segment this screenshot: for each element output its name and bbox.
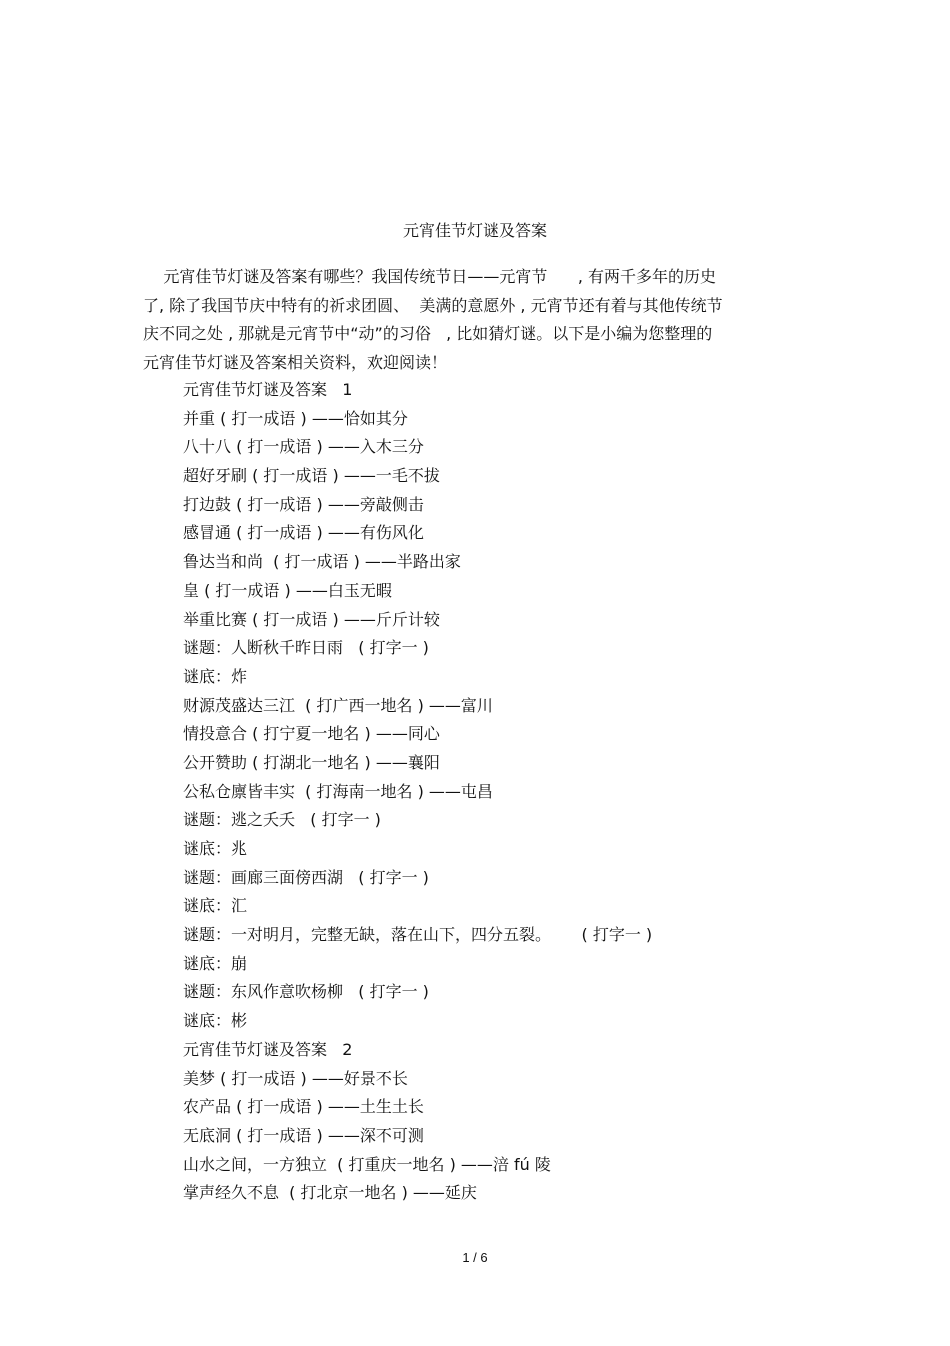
riddle-item: 掌声经久不息 ( 打北京一地名 ) ——延庆 (183, 1183, 477, 1203)
riddle-item: 超好牙刷 ( 打一成语 ) ——一毛不拔 (183, 466, 440, 486)
riddle-item: 山水之间，一方独立 ( 打重庆一地名 ) ——涪 fú 陵 (183, 1154, 551, 1174)
riddle-answer: 谜底：崩 (183, 953, 248, 973)
riddle-list (183, 376, 803, 1208)
riddle-item: 情投意合 ( 打宁夏一地名 ) ——同心 (183, 724, 440, 744)
riddle-question: 谜题：人断秋千昨日雨 ( 打字一 ) (183, 638, 429, 658)
intro-line: 元宵佳节灯谜及答案有哪些？我国传统节日——元宵节 , 有两千多年的历史 (143, 267, 717, 286)
riddle-item: 美梦 ( 打一成语 ) ——好景不长 (183, 1068, 408, 1088)
riddle-item: 财源茂盛达三江 ( 打广西一地名 ) ——富川 (183, 695, 493, 715)
section-heading: 元宵佳节灯谜及答案 2 (183, 1039, 353, 1059)
riddle-item: 无底洞 ( 打一成语 ) ——深不可测 (183, 1125, 424, 1145)
intro-line: 元宵佳节灯谜及答案相关资料，欢迎阅读！ (143, 352, 448, 372)
riddle-item: 农产品 ( 打一成语 ) ——土生土长 (183, 1097, 424, 1117)
riddle-answer: 谜底：炸 (183, 666, 248, 686)
riddle-item: 鲁达当和尚 ( 打一成语 ) ——半路出家 (183, 552, 461, 572)
page-number: 1 / 6 (462, 1250, 488, 1265)
riddle-item: 公私仓廪皆丰实 ( 打海南一地名 ) ——屯昌 (183, 781, 493, 801)
intro-paragraph (143, 263, 809, 377)
riddle-answer: 谜底：兆 (183, 839, 248, 858)
riddle-answer: 谜底：彬 (183, 1011, 248, 1031)
document-title: 元宵佳节灯谜及答案 (402, 221, 547, 240)
riddle-item: 并重 ( 打一成语 ) ——恰如其分 (183, 408, 408, 428)
riddle-item: 八十八 ( 打一成语 ) ——入木三分 (183, 437, 424, 457)
riddle-question: 谜题：画廊三面傍西湖 ( 打字一 ) (183, 867, 429, 887)
section-heading: 元宵佳节灯谜及答案 1 (183, 380, 353, 399)
intro-line: 了, 除了我国节庆中特有的祈求团圆、 美满的意愿外 , 元宵节还有着与其他传统节 (143, 295, 723, 315)
riddle-item: 皇 ( 打一成语 ) ——白玉无暇 (183, 580, 392, 600)
riddle-item: 举重比赛 ( 打一成语 ) ——斤斤计较 (183, 609, 440, 629)
riddle-question: 谜题：一对明月，完整无缺，落在山下，四分五裂。 ( 打字一 ) (183, 925, 653, 945)
riddle-item: 打边鼓 ( 打一成语 ) ——旁敲侧击 (183, 494, 424, 514)
riddle-answer: 谜底：汇 (183, 896, 248, 916)
riddle-item: 感冒通 ( 打一成语 ) ——有伤风化 (183, 523, 424, 543)
riddle-question: 谜题：逃之夭夭 ( 打字一 ) (183, 810, 381, 830)
intro-line: 庆不同之处 , 那就是元宵节中“动”的习俗 , 比如猜灯谜。以下是小编为您整理的 (143, 324, 713, 343)
riddle-question: 谜题：东风作意吹杨柳 ( 打字一 ) (183, 982, 429, 1002)
riddle-item: 公开赞助 ( 打湖北一地名 ) ——襄阳 (183, 752, 440, 772)
